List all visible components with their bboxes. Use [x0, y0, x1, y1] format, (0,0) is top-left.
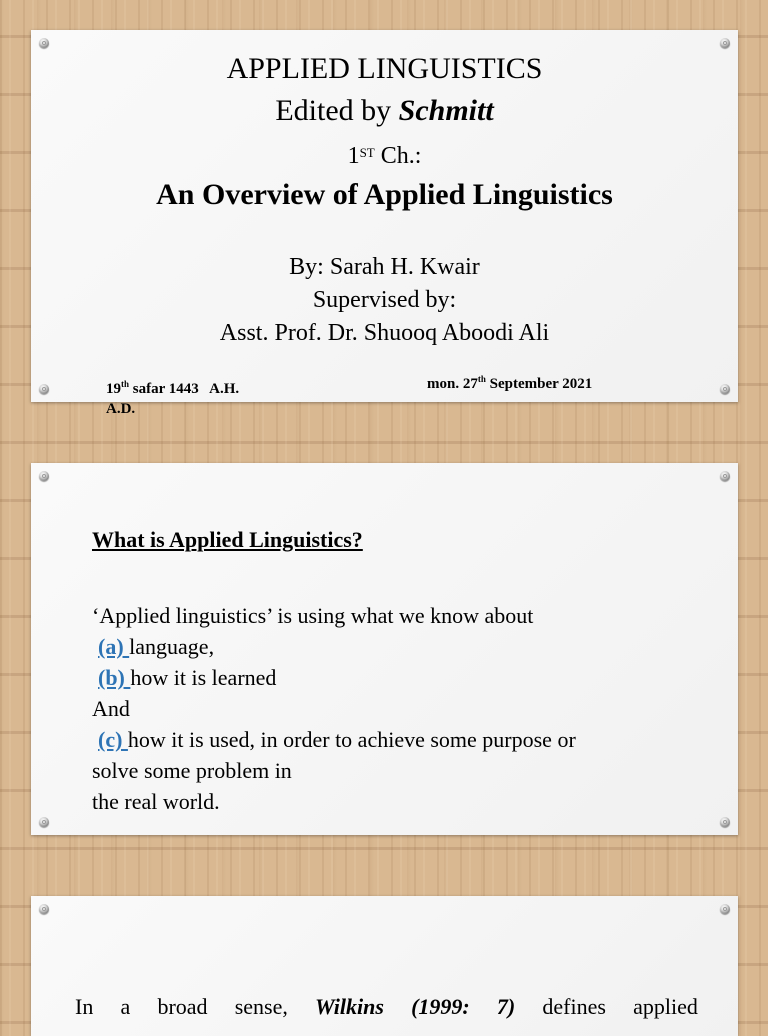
chapter-line [31, 143, 738, 170]
word: defines [542, 994, 606, 1019]
pin-icon [720, 817, 730, 827]
word: a [120, 994, 131, 1019]
chapter-ordinal: ST [359, 145, 375, 160]
cited-author: Wilkins [315, 994, 384, 1019]
item-marker: (b) [98, 665, 131, 690]
citation-year: (1999: [411, 994, 470, 1019]
word: broad [157, 994, 208, 1019]
definition-slide [31, 463, 738, 835]
author-line: By: Sarah H. Kwair [289, 254, 480, 280]
word: In [75, 994, 94, 1019]
pin-icon [39, 817, 49, 827]
greg-rest: September 2021 [485, 376, 593, 392]
wilkins-slide [31, 896, 738, 1036]
item-marker: (c) [98, 727, 128, 752]
hijri-date [106, 374, 239, 419]
hijri-day: 19 [106, 381, 121, 397]
pin-icon [39, 471, 49, 481]
slide-heading: What is Applied Linguistics? [92, 527, 363, 552]
book-title: APPLIED LINGUISTICS [226, 52, 543, 85]
list-item [92, 724, 692, 755]
pin-icon [720, 904, 730, 914]
pin-icon [39, 904, 49, 914]
greg-ordinal: th [477, 374, 486, 384]
editor-name: Schmitt [398, 94, 494, 127]
intro-line: ‘Applied linguistics’ is using what we know about [92, 603, 534, 628]
citation-page: 7) [496, 994, 516, 1019]
greg-prefix: mon. 27 [427, 376, 478, 392]
item-text: language, [129, 634, 215, 659]
continuation-line: the real world. [92, 789, 220, 814]
pin-icon [39, 38, 49, 48]
edited-by-label: Edited by [275, 94, 399, 127]
continuation-line: solve some problem in [92, 758, 292, 783]
item-marker: (a) [98, 634, 130, 659]
pin-icon [39, 384, 49, 394]
word: sense, [234, 994, 288, 1019]
supervisor-name: Asst. Prof. Dr. Shuooq Aboodi Ali [219, 320, 550, 346]
ad-label: A.D. [106, 401, 136, 417]
wilkins-paragraph [75, 994, 698, 1020]
item-text: how it is learned [130, 665, 277, 690]
hijri-rest: safar 1443 A.H. [129, 381, 240, 397]
title-slide [31, 30, 738, 417]
list-item [92, 662, 692, 693]
hijri-ordinal: th [121, 379, 130, 389]
item-text: how it is used, in order to achieve some purpose or [127, 727, 576, 752]
chapter-title: An Overview of Applied Linguistics [156, 178, 613, 211]
supervised-label: Supervised by: [312, 287, 457, 313]
chapter-label: Ch.: [374, 143, 422, 169]
gregorian-date [427, 374, 592, 393]
edited-by-line [31, 94, 738, 128]
definition-text [92, 600, 692, 817]
pin-icon [720, 471, 730, 481]
list-item [92, 631, 692, 662]
word: applied [633, 994, 698, 1019]
pin-icon [720, 384, 730, 394]
pin-icon [720, 38, 730, 48]
and-line: And [92, 696, 130, 721]
chapter-number: 1 [347, 143, 360, 169]
